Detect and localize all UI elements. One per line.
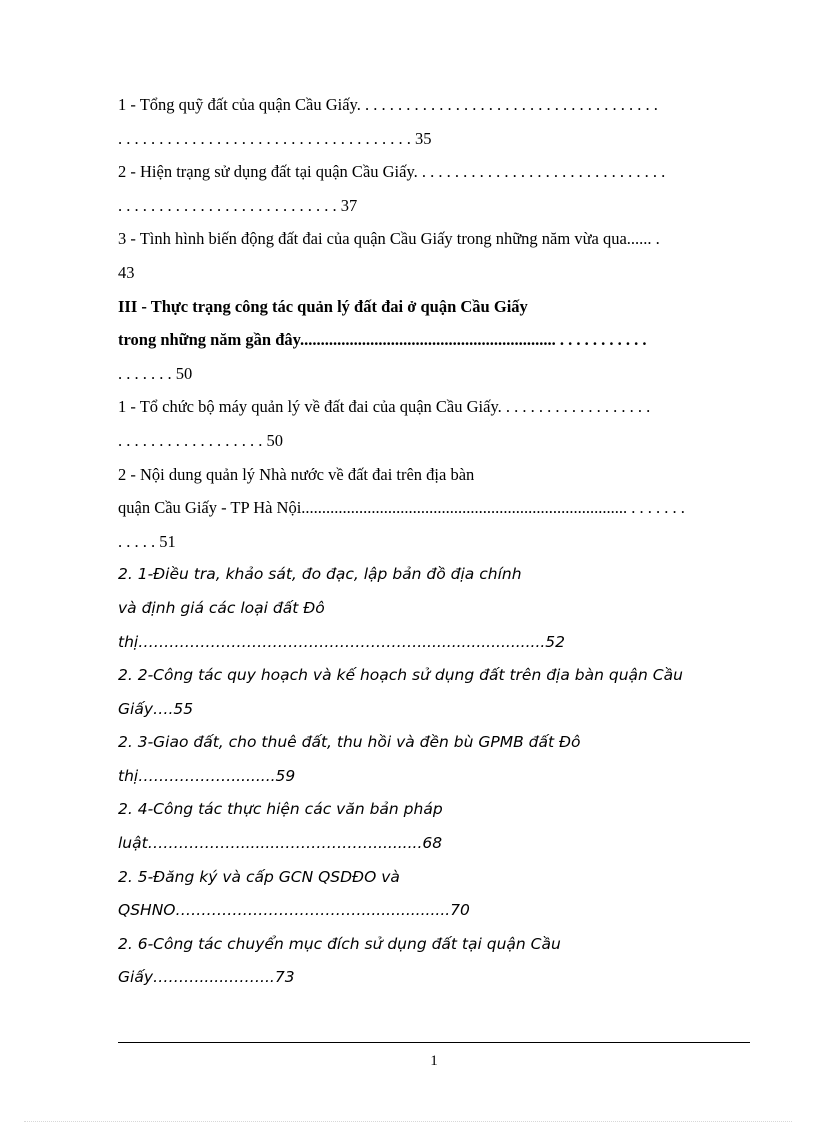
toc-section-heading: III - Thực trạng công tác quản lý đất đai ở quận Cầu Giấy: [118, 296, 528, 316]
toc-line: 3 - Tình hình biến động đất đai của quận Cầu Giấy trong những năm vừa qua...... .: [118, 229, 660, 249]
toc-section-heading: trong những năm gần đây.............................................................. . . . . . . . . . . .: [118, 330, 647, 350]
toc-subsection: Giấy………......……...73: [118, 968, 295, 987]
toc-subsection: Giấy….55: [118, 699, 194, 718]
toc-subsection: thị……………….........59: [118, 766, 296, 785]
footer-divider: [118, 1042, 750, 1043]
toc-subsection: 2. 1-Điều tra, khảo sát, đo đạc, lập bản đồ địa chính: [118, 565, 522, 584]
toc-line: 2 - Nội dung quản lý Nhà nước về đất đai trên địa bàn: [118, 464, 475, 484]
page-edge-divider: [24, 1121, 792, 1122]
toc-line: . . . . . . . 50: [118, 363, 193, 383]
toc-subsection: 2. 5-Đăng ký và cấp GCN QSDĐO và: [118, 867, 400, 886]
toc-subsection: QSHNO………………………………..................70: [118, 901, 470, 920]
toc-subsection: 2. 4-Công tác thực hiện các văn bản pháp: [118, 800, 443, 819]
toc-subsection: 2. 3-Giao đất, cho thuê đất, thu hồi và đền bù GPMB đất Đô: [118, 733, 581, 752]
page-number: 1: [430, 1053, 438, 1069]
toc-line: . . . . . . . . . . . . . . . . . . . . . . . . . . . . . . . . . . . . 35: [118, 128, 432, 148]
toc-line: . . . . . 51: [118, 531, 176, 551]
toc-subsection: 2. 2-Công tác quy hoạch và kế hoạch sử dụng đất trên địa bàn quận Cầu: [118, 666, 683, 685]
toc-subsection: thị………………………………………………..........................52: [118, 632, 566, 651]
toc-line: 43: [118, 262, 135, 282]
toc-line: . . . . . . . . . . . . . . . . . . 50: [118, 430, 283, 450]
toc-line: quận Cầu Giấy - TP Hà Nội............................................................................... . . . . . . .: [118, 498, 685, 518]
toc-line: . . . . . . . . . . . . . . . . . . . . . . . . . . . 37: [118, 195, 358, 215]
toc-line: 2 - Hiện trạng sử dụng đất tại quận Cầu Giấy. . . . . . . . . . . . . . . . . . . . . . . . . . . . . . .: [118, 162, 666, 182]
toc-subsection: 2. 6-Công tác chuyển mục đích sử dụng đất tại quận Cầu: [118, 934, 561, 953]
table-of-contents: [118, 88, 750, 995]
toc-line: 1 - Tổ chức bộ máy quản lý về đất đai của quận Cầu Giấy. . . . . . . . . . . . . . . . . . .: [118, 397, 651, 417]
toc-subsection: luật………………........………………..........68: [118, 834, 443, 853]
toc-subsection: và định giá các loại đất Đô: [118, 598, 325, 617]
toc-line: 1 - Tổng quỹ đất của quận Cầu Giấy. . . . . . . . . . . . . . . . . . . . . . . . . . . . . . . . . . . . .: [118, 95, 658, 114]
